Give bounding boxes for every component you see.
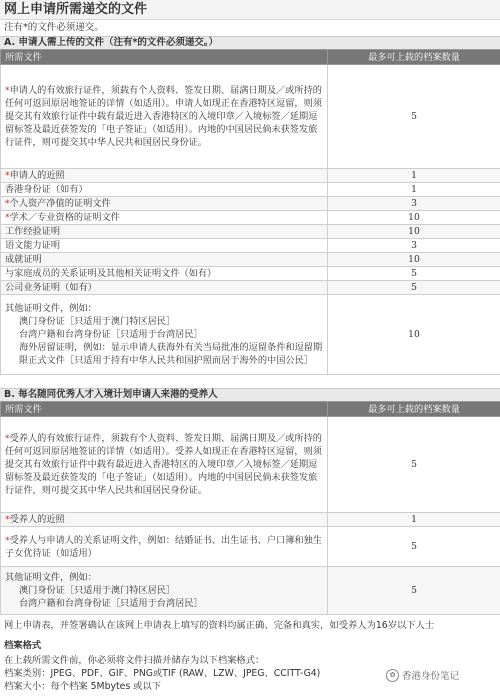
document-example: 澳门身份证［只适用于澳门特区居民］ xyxy=(19,316,176,327)
document-name: 工作经验证明 xyxy=(5,226,61,237)
document-name: 香港身份证（如有） xyxy=(5,184,88,195)
column-header-documents: 所需文件 xyxy=(1,50,328,65)
document-name-cell xyxy=(1,267,328,281)
max-files-cell: 10 xyxy=(328,211,500,225)
required-note: 注有*的文件必须递交。 xyxy=(4,22,104,33)
document-name: 个人资产净值的证明文件 xyxy=(9,198,111,209)
document-name-cell xyxy=(1,567,328,615)
table-row xyxy=(1,267,500,281)
column-header-documents: 所需文件 xyxy=(1,402,328,417)
document-example: 台湾户籍和台湾身份证［只适用于台湾居民］ xyxy=(19,598,203,609)
document-name: 申请人的有效旅行证件，须载有个人资料、签发日期、届满日期及／或所持的任何可返回原居地签证的详情（如适用） xyxy=(5,85,322,109)
table-row xyxy=(1,211,500,225)
table-row xyxy=(1,183,500,197)
table-row xyxy=(1,513,500,527)
required-star: * xyxy=(5,212,10,223)
column-header-max-files: 最多可上载的档案数量 xyxy=(328,50,500,65)
page-title: 网上申请所需递交的文件 xyxy=(0,0,500,20)
document-name: 与家庭成员的关系证明及其他相关证明文件（如有） xyxy=(5,268,217,279)
required-star: * xyxy=(5,85,10,96)
watermark xyxy=(386,668,459,682)
document-name: 其他证明文件，例如： xyxy=(5,303,97,314)
document-name: 受养人的近照 xyxy=(9,514,65,525)
max-files-cell: 3 xyxy=(328,239,500,253)
document-name: 其他证明文件，例如： xyxy=(5,572,97,583)
document-name: 学术／专业资格的证明文件 xyxy=(9,212,120,223)
document-name: 受养人的有效旅行证件，须载有个人资料、签发日期、届满日期及／或所持的任何可返回原居地签证的详情（如适用）。受养人如现正在香港特区逗留，则须提交其有效旅行证件中载有最近进入香港特区的入境印章／入境标签／延期逗留标签及最近获签发的「电子签证」（如适用）。内地的中国居民倘未获签发旅行证件，则可提交其中华人民共和国居民身份证。 xyxy=(5,433,322,496)
document-name-cell xyxy=(1,281,328,295)
required-star: * xyxy=(5,198,10,209)
document-name-cell xyxy=(1,513,328,527)
document-name-cell xyxy=(1,183,328,197)
table-row xyxy=(1,281,500,295)
max-files-cell: 5 xyxy=(328,65,500,169)
file-types: 档案类别：JPEG、PDF、GIF、PNG或TIF (RAW、LZW、JPEG、CCITT-G4) xyxy=(4,668,321,679)
document-name: 受养人与申请人的关系证明文件，例如：结婚证书、出生证书、户口簿和独生子女优待证（如适用） xyxy=(5,534,322,559)
document-name: 。申请人如现正在香港特区逗留，则须提交其有效旅行证件中载有最近进入香港特区的入境印章／入境标签／延期逗留标签及最近获签发的「电子签证」（如适用）。内地的中国居民倘未获签发旅行证件，则可提交其中华人民共和国居民身份证。 xyxy=(5,98,322,148)
max-files-cell: 1 xyxy=(328,513,500,527)
document-name-cell xyxy=(1,253,328,267)
section-a-heading: A. 申请人需上传的文件（注有*的文件必须递交。） xyxy=(0,36,500,50)
document-name: 成就证明 xyxy=(5,254,42,265)
document-name: 公司业务证明（如有） xyxy=(5,282,97,293)
max-files-cell: 10 xyxy=(328,253,500,267)
document-name-cell xyxy=(1,527,328,567)
document-example: 海外居留证明，例如：显示申请人获海外有关当局批准的逗留条件和逗留期限正式文件［只适用于持有中华人民共和国护照而居于海外的中国公民］ xyxy=(19,342,323,366)
section-b-table xyxy=(0,401,500,615)
max-files-cell: 5 xyxy=(328,267,500,281)
document-name-cell xyxy=(1,169,328,183)
table-row xyxy=(1,197,500,211)
table-row xyxy=(1,169,500,183)
max-files-cell: 3 xyxy=(328,197,500,211)
document-name-cell xyxy=(1,295,328,375)
table-row xyxy=(1,225,500,239)
max-files-cell: 1 xyxy=(328,183,500,197)
table-row xyxy=(1,65,500,169)
required-star: * xyxy=(5,534,10,546)
document-name-cell xyxy=(1,211,328,225)
declaration-text: 网上申请表，并签署确认在该网上申请表上填写的资料均属正确、完备和真实，如受养人为16岁以下人士 xyxy=(4,620,435,631)
table-row xyxy=(1,295,500,375)
file-format-instructions: 在上载所需文件前，你必须将文件扫描并储存为以下档案格式： xyxy=(4,655,265,666)
table-row xyxy=(1,567,500,615)
section-b-heading: B. 每名随同优秀人才入境计划申请人来港的受养人 xyxy=(0,388,500,402)
document-name: 申请人的近照 xyxy=(9,170,65,181)
document-name-cell xyxy=(1,225,328,239)
document-name-cell xyxy=(1,197,328,211)
max-files-cell: 5 xyxy=(328,527,500,567)
document-name: 语文能力证明 xyxy=(5,240,61,251)
max-files-cell: 5 xyxy=(328,417,500,513)
document-name-cell xyxy=(1,65,328,169)
document-example: 澳门身份证［只适用于澳门特区居民］ xyxy=(19,585,176,596)
max-files-cell: 1 xyxy=(328,169,500,183)
max-files-cell: 10 xyxy=(328,225,500,239)
watermark-text: 香港身份笔记 xyxy=(402,671,460,682)
table-row xyxy=(1,527,500,567)
required-star: * xyxy=(5,514,10,525)
max-files-cell: 5 xyxy=(328,281,500,295)
table-row xyxy=(1,253,500,267)
required-star: * xyxy=(5,170,10,181)
file-format-title: 档案格式 xyxy=(4,640,42,651)
max-files-cell: 5 xyxy=(328,567,500,615)
column-header-max-files: 最多可上载的档案数量 xyxy=(328,402,500,417)
table-row xyxy=(1,417,500,513)
file-size-limit: 档案大小：每个档案 5Mbytes 或以下 xyxy=(4,681,162,692)
document-example: 台湾户籍和台湾身份证［只适用于台湾居民］ xyxy=(19,329,203,340)
wechat-icon: ✿ xyxy=(386,669,399,682)
table-row xyxy=(1,239,500,253)
section-a-table xyxy=(0,49,500,375)
required-star: * xyxy=(5,433,10,444)
max-files-cell: 10 xyxy=(328,295,500,375)
document-name-cell xyxy=(1,239,328,253)
document-name-cell xyxy=(1,417,328,513)
